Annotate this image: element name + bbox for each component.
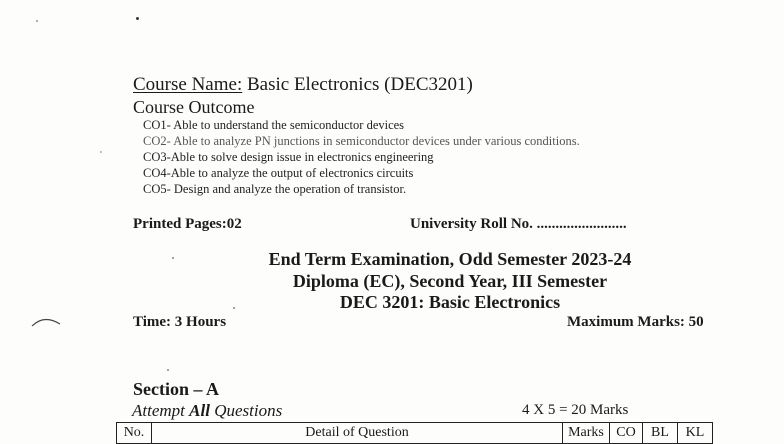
course-outcome-1: CO1- Able to understand the semiconductor devices <box>143 118 405 132</box>
header-kl: KL <box>678 423 713 444</box>
section-title: Section – A <box>133 379 220 399</box>
course-outcome-4: CO4-Able to analyze the output of electronics circuits <box>143 166 414 180</box>
course-code-line: DEC 3201: Basic Electronics <box>339 292 561 312</box>
section-instruction <box>132 401 282 421</box>
course-name-label: Course Name: <box>133 74 243 95</box>
maximum-marks: Maximum Marks: 50 <box>567 314 704 330</box>
course-outcome-5: CO5- Design and analyze the operation of transistor. <box>143 182 407 196</box>
scan-speck <box>100 151 102 153</box>
scan-speck <box>36 20 38 22</box>
course-outcome-3: CO3-Able to solve design issue in electronics engineering <box>143 150 434 164</box>
header-co: CO <box>610 423 643 444</box>
instruction-emphasis: All <box>189 401 210 420</box>
course-outcome-2: CO2- Able to analyze PN junctions in semiconductor devices under various conditions. <box>143 134 580 148</box>
course-name-value: Basic Electronics (DEC3201) <box>242 74 473 95</box>
instruction-prefix: Attempt <box>132 401 190 420</box>
university-roll-no: University Roll No. ........................ <box>410 216 627 232</box>
table-header-row <box>117 423 713 444</box>
course-name <box>133 74 473 96</box>
punch-hole-mark <box>30 312 64 332</box>
scan-speck <box>136 17 139 20</box>
header-bl: BL <box>643 423 678 444</box>
instruction-suffix: Questions <box>209 401 283 420</box>
header-marks: Marks <box>563 423 610 444</box>
header-detail: Detail of Question <box>152 423 563 444</box>
exam-title: End Term Examination, Odd Semester 2023-24 <box>268 249 632 269</box>
scan-speck <box>167 369 169 371</box>
section-marks-formula: 4 X 5 = 20 Marks <box>522 402 629 418</box>
header-no: No. <box>117 423 152 444</box>
printed-pages: Printed Pages:02 <box>133 216 242 232</box>
course-outcome-heading: Course Outcome <box>133 97 255 117</box>
exam-time: Time: 3 Hours <box>133 314 227 330</box>
program-line: Diploma (EC), Second Year, III Semester <box>292 271 608 291</box>
